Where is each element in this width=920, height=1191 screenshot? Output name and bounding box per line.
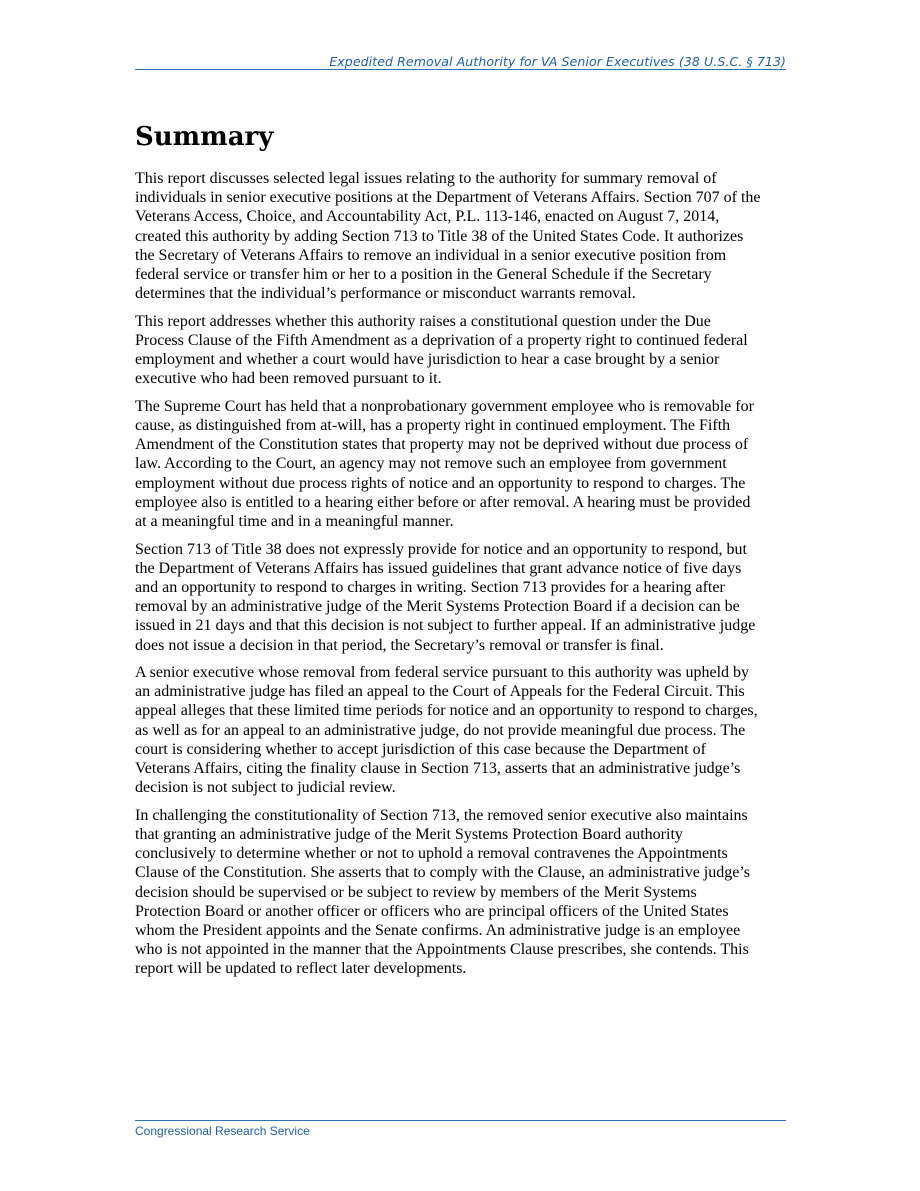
text-line: A senior executive whose removal from federal service pursuant to this authority was upheld by	[135, 664, 750, 682]
text-line: executive who had been removed pursuant to it.	[135, 370, 442, 388]
text-line: issued in 21 days and that this decision is not subject to further appeal. If an administrative judge	[135, 617, 756, 635]
paragraph-6	[135, 806, 795, 979]
paragraph-2	[135, 312, 795, 389]
paragraph-4	[135, 540, 795, 655]
text-line: federal service or transfer him or her to a position in the General Schedule if the Secretary	[135, 266, 712, 284]
text-line: Protection Board or another officer or officers who are principal officers of the United States	[135, 902, 729, 920]
page-footer	[135, 1120, 786, 1138]
section-title: Summary	[135, 122, 274, 152]
text-line: whom the President appoints and the Senate confirms. An administrative judge is an employee	[135, 922, 741, 939]
text-line: Veterans Access, Choice, and Accountability Act, P.L. 113-146, enacted on August 7, 2014,	[135, 208, 720, 226]
text-line: This report discusses selected legal issues relating to the authority for summary removal of	[135, 170, 717, 187]
text-line: In challenging the constitutionality of Section 713, the removed senior executive also maintains	[135, 806, 748, 824]
paragraph-3	[135, 397, 795, 531]
text-line: Section 713 of Title 38 does not expressly provide for notice and an opportunity to respond, but	[135, 540, 747, 558]
text-line: Amendment of the Constitution states that property may not be deprived without due process of	[135, 436, 749, 454]
text-line: appeal alleges that these limited time periods for notice and an opportunity to respond to charges,	[135, 702, 758, 720]
text-line: an administrative judge has filed an appeal to the Court of Appeals for the Federal Circuit. This	[135, 683, 745, 701]
text-line: Process Clause of the Fifth Amendment as a deprivation of a property right to continued federal	[135, 331, 748, 349]
text-line: removal by an administrative judge of the Merit Systems Protection Board if a decision can be	[135, 598, 740, 616]
text-line: employee also is entitled to a hearing either before or after removal. A hearing must be provided	[135, 493, 751, 511]
text-line: who is not appointed in the manner that the Appointments Clause prescribes, she contends. This	[135, 941, 749, 959]
running-header	[135, 52, 786, 70]
text-line: created this authority by adding Section 713 to Title 38 of the United States Code. It authorizes	[135, 227, 744, 245]
text-line: the Secretary of Veterans Affairs to remove an individual in a senior executive position from	[135, 246, 727, 264]
text-line: The Supreme Court has held that a nonprobationary government employee who is removable for	[135, 397, 754, 415]
text-line: as well as for an appeal to an administrative judge, do not provide meaningful due process. The	[135, 721, 746, 739]
text-line: employment and whether a court would have jurisdiction to hear a case brought by a senior	[135, 351, 720, 369]
text-line: at a meaningful time and in a meaningful manner.	[135, 513, 454, 531]
text-line: court is considering whether to accept jurisdiction of this case because the Department of	[135, 740, 706, 758]
text-line: conclusively to determine whether or not to uphold a removal contravenes the Appointments	[135, 845, 728, 863]
running-header-title: Expedited Removal Authority for VA Senior Executives (38 U.S.C. § 713)	[329, 54, 786, 69]
text-line: Veterans Affairs, citing the finality clause in Section 713, asserts that an administrative judge’s	[135, 760, 741, 778]
text-line: the Department of Veterans Affairs has issued guidelines that grant advance notice of five days	[135, 559, 742, 577]
text-line: that granting an administrative judge of the Merit Systems Protection Board authority	[135, 825, 683, 843]
text-line: and an opportunity to respond to charges in writing. Section 713 provides for a hearing after	[135, 578, 725, 596]
text-line: decision is not subject to judicial review.	[135, 779, 396, 797]
paragraph-1	[135, 169, 795, 303]
text-line: employment without due process rights of notice and an opportunity to respond to charges. The	[135, 474, 746, 492]
summary-body	[135, 169, 795, 987]
text-line: Clause of the Constitution. She asserts that to comply with the Clause, an administrative judge’s	[135, 864, 751, 882]
text-line: This report addresses whether this authority raises a constitutional question under the Due	[135, 312, 711, 330]
footer-organization: Congressional Research Service	[135, 1124, 310, 1138]
text-line: law. According to the Court, an agency may not remove such an employee from government	[135, 455, 727, 473]
text-line: decision should be supervised or be subject to review by members of the Merit Systems	[135, 883, 697, 901]
text-line: determines that the individual’s performance or misconduct warrants removal.	[135, 285, 636, 303]
text-line: cause, as distinguished from at-will, has a property right in continued employment. The Fifth	[135, 417, 731, 435]
text-line: does not issue a decision in that period, the Secretary’s removal or transfer is final.	[135, 636, 664, 654]
text-line: individuals in senior executive positions at the Department of Veterans Affairs. Section 707 of the	[135, 189, 761, 207]
text-line: report will be updated to reflect later developments.	[135, 960, 467, 978]
paragraph-5	[135, 663, 795, 797]
